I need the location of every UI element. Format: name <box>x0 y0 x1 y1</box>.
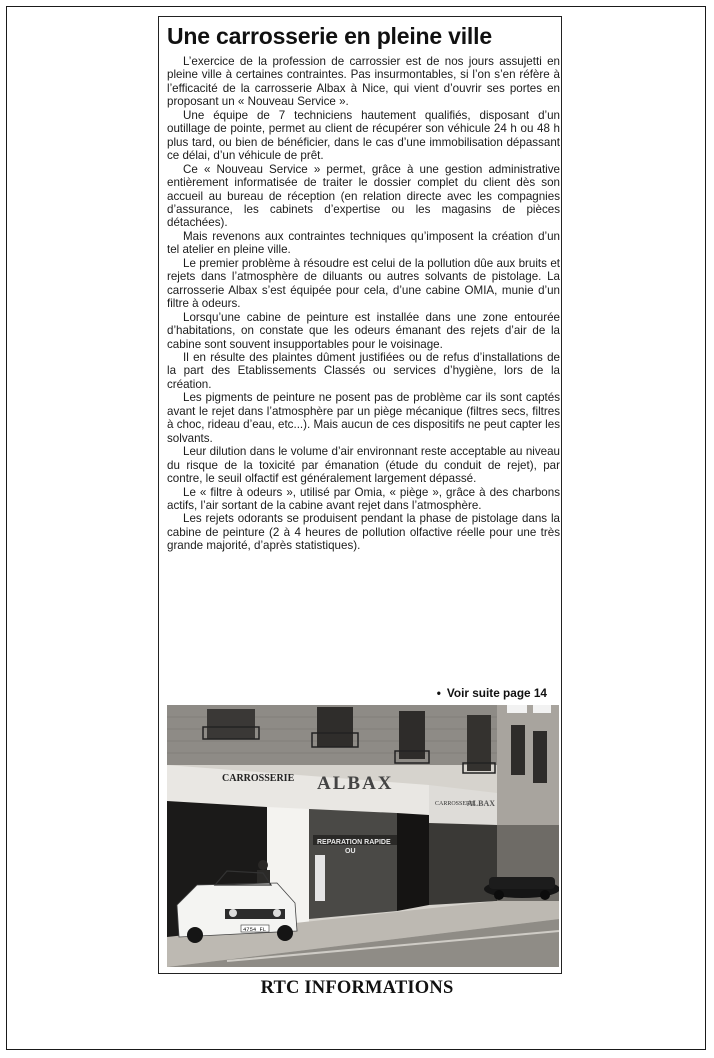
paragraph-11: Les rejets odorants se produisent pendant la phase de pistolage dans la cabine de peinture (2 à 4 heures de pollution olfactive réelle pour une très grande majorité, d’après statistiques). <box>167 512 560 553</box>
paragraph-7: Il en résulte des plaintes dûment justifiées ou de refus d’installations de la part des Etablissements Classés ou services d’hygiène, lors de la création. <box>167 350 560 391</box>
parked-car-right <box>484 877 559 900</box>
paragraph-9: Leur dilution dans le volume d’air environnant reste acceptable au niveau du risque de la toxicité par émanation (étude du conduit de rejet), par contre, le seuil olfactif est généralement largement dépassé. <box>167 445 560 486</box>
article-body <box>167 55 560 553</box>
continued-page-link[interactable] <box>437 686 547 700</box>
sign-label: CARROSSERIE <box>222 773 295 784</box>
storefront-photo <box>167 705 559 967</box>
window-text: REPARATION RAPIDE <box>317 839 391 846</box>
see-more-label: Voir suite page 14 <box>446 686 547 700</box>
license-plate: 4754 FL <box>243 926 267 933</box>
paragraph-3: Ce « Nouveau Service » permet, grâce à une gestion administrative entièrement informatisée de traiter le dossier complet du client dès son accueil au bureau de réception (en relation directe avec les compagnies d’assurance, les cabinets d’expertise ou les magasins de pièces détachées). <box>167 162 560 230</box>
window-text-2: OU <box>345 848 356 855</box>
sign2-label: CARROSSERIE <box>435 801 476 807</box>
paragraph-6: Lorsqu’une cabine de peinture est installée dans une zone entourée d’habitations, on constate que les odeurs émanant des rejets d’air de la cabine sont souvent insupportables pour le voisinage. <box>167 310 560 351</box>
paragraph-1: L’exercice de la profession de carrossier est de nos jours assujetti en pleine ville à certaines contraintes. Pas insurmontables, si l’on s’en réfère à l’efficacité de la carrosserie Albax à Nice, qui vient d’ouvrir ses portes en proposant un « Nouveau Service ». <box>167 55 560 109</box>
sign2-brand: ALBAX <box>467 799 496 808</box>
bullet-icon: • <box>436 686 441 700</box>
paragraph-2: Une équipe de 7 techniciens hautement qualifiés, disposant d’un outillage de pointe, permet au client de récupérer son véhicule 24 h ou 48 h plus tard, ou bien de bénéficier, dans le cas d’une immobilisation dépassant ce délai, d’un véhicule de prêt. <box>167 108 560 163</box>
article <box>158 16 562 974</box>
sign-brand: ALBAX <box>317 773 394 794</box>
paragraph-5: Le premier problème à résoudre est celui de la pollution dûe aux bruits et rejets dans l’atmosphère de diluants ou autres solvants de pistolage. La carrosserie Albax s’est équipée pour cela, d’une cabine OMIA, munie d’un filtre à odeurs. <box>167 256 560 311</box>
paragraph-4: Mais revenons aux contraintes techniques qu’imposent la création d’un tel atelier en pleine ville. <box>167 229 560 257</box>
paragraph-8: Les pigments de peinture ne posent pas de problème car ils sont captés avant le rejet dans l’atmosphère par un piège mécanique (filtres secs, filtres à choc, rideau d’eau, etc...). Mais aucun de ces dispositifs ne peut capter les solvants. <box>167 391 560 445</box>
paragraph-10: Le « filtre à odeurs », utilisé par Omia, « piège », grâce à des charbons actifs, l’air sortant de la cabine avant rejet dans l’atmosphère. <box>167 485 560 512</box>
publication-title: RTC INFORMATIONS <box>260 978 454 998</box>
article-headline: Une carrosserie en pleine ville <box>167 23 492 49</box>
